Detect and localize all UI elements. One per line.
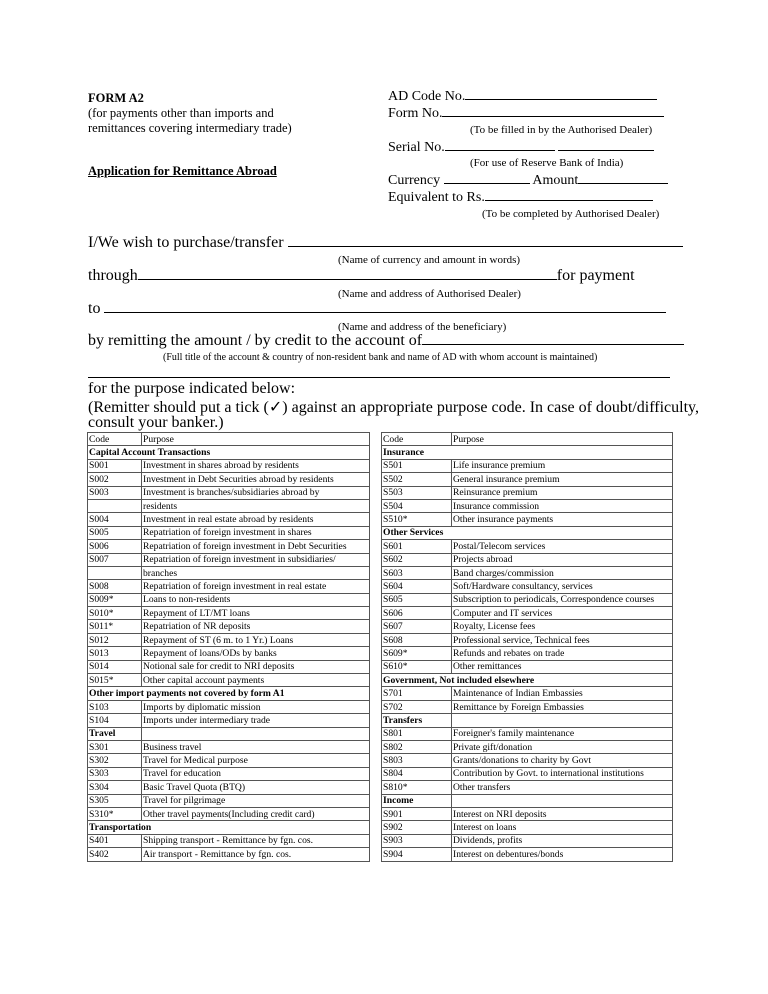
purpose-code: S402 <box>88 848 142 861</box>
note-beneficiary: (Name and address of the beneficiary) <box>338 321 507 333</box>
purpose-table-left <box>87 432 370 862</box>
purpose-description: Investment in shares abroad by residents <box>142 459 370 472</box>
table-row[interactable] <box>88 821 370 834</box>
code-header: Code <box>88 433 142 446</box>
table-row[interactable] <box>382 620 673 633</box>
purpose-description: Foreigner's family maintenance <box>452 727 673 740</box>
purpose-description: Professional service, Technical fees <box>452 633 673 646</box>
purpose-code: S603 <box>382 566 452 579</box>
note-completed-by-dealer: (To be completed by Authorised Dealer) <box>482 208 660 220</box>
purpose-code: S601 <box>382 540 452 553</box>
purpose-description: Maintenance of Indian Embassies <box>452 687 673 700</box>
purpose-description: Other insurance payments <box>452 513 673 526</box>
purpose-code: S011* <box>88 620 142 633</box>
table-row[interactable] <box>382 660 673 673</box>
table-row[interactable] <box>382 473 673 486</box>
amount-label: Amount <box>532 173 579 188</box>
table-row[interactable] <box>382 446 673 459</box>
purpose-code: S904 <box>382 848 452 861</box>
table-row[interactable] <box>88 714 370 727</box>
section-heading: Other import payments not covered by form A1 <box>88 687 370 700</box>
section-heading: Government, Not included elsewhere <box>382 674 673 687</box>
for-payment-label: for payment <box>556 267 635 284</box>
through-label: through <box>88 267 138 284</box>
dealer-line[interactable] <box>88 267 635 285</box>
purpose-description: Projects abroad <box>452 553 673 566</box>
purpose-code: S702 <box>382 700 452 713</box>
table-row[interactable] <box>88 566 370 579</box>
purpose-description: Basic Travel Quota (BTQ) <box>142 781 370 794</box>
account-line-2[interactable] <box>88 365 670 378</box>
purpose-description: General insurance premium <box>452 473 673 486</box>
purpose-description: Reinsurance premium <box>452 486 673 499</box>
serial-no-label: Serial No. <box>388 140 445 155</box>
section-heading: Transfers <box>382 714 452 727</box>
purpose-code: S301 <box>88 740 142 753</box>
table-row[interactable] <box>88 607 370 620</box>
table-row[interactable] <box>88 687 370 700</box>
empty-cell <box>452 794 673 807</box>
purpose-code: S006 <box>88 540 142 553</box>
section-heading: Travel <box>88 727 142 740</box>
purpose-code: S803 <box>382 754 452 767</box>
form-subtitle-2: remittances covering intermediary trade) <box>88 121 292 135</box>
note-currency-words: (Name of currency and amount in words) <box>338 254 521 266</box>
purpose-header: Purpose <box>452 433 673 446</box>
table-row[interactable] <box>382 740 673 753</box>
purpose-description: Interest on loans <box>452 821 673 834</box>
purpose-code: S501 <box>382 459 452 472</box>
purpose-table-right <box>381 432 673 862</box>
table-row[interactable] <box>88 740 370 753</box>
currency-label: Currency <box>388 173 441 188</box>
purpose-description: Repatriation of foreign investment in real estate <box>142 580 370 593</box>
table-row[interactable] <box>382 794 673 807</box>
to-label: to <box>88 300 101 317</box>
purpose-description: Other remittances <box>452 660 673 673</box>
currency-amount-field[interactable] <box>388 173 668 189</box>
purpose-code: S701 <box>382 687 452 700</box>
beneficiary-line[interactable] <box>88 300 666 318</box>
table-row[interactable] <box>382 674 673 687</box>
purpose-code: S804 <box>382 767 452 780</box>
table-row[interactable] <box>382 767 673 780</box>
note-dealer-address: (Name and address of Authorised Dealer) <box>338 288 521 300</box>
table-row[interactable] <box>382 754 673 767</box>
table-row[interactable] <box>382 727 673 740</box>
purpose-code: S604 <box>382 580 452 593</box>
table-row[interactable] <box>88 807 370 820</box>
purpose-description: Interest on NRI deposits <box>452 807 673 820</box>
purpose-description: Investment is branches/subsidiaries abroad by <box>142 486 370 499</box>
table-row[interactable] <box>88 446 370 459</box>
table-row[interactable] <box>382 540 673 553</box>
purpose-code: S903 <box>382 834 452 847</box>
section-heading: Other Services <box>382 526 673 539</box>
table-row[interactable] <box>88 620 370 633</box>
purpose-description: Remittance by Foreign Embassies <box>452 700 673 713</box>
table-row[interactable] <box>382 700 673 713</box>
purpose-description: Grants/donations to charity by Govt <box>452 754 673 767</box>
form-no-field[interactable] <box>388 106 664 122</box>
table-row[interactable] <box>88 848 370 861</box>
form-title: FORM A2 <box>88 91 144 105</box>
purpose-description: Repatriation of foreign investment in Debt Securities <box>142 540 370 553</box>
table-row[interactable] <box>88 660 370 673</box>
table-row[interactable] <box>88 767 370 780</box>
table-row[interactable] <box>382 459 673 472</box>
table-row[interactable] <box>88 794 370 807</box>
table-row[interactable] <box>382 848 673 861</box>
table-row[interactable] <box>88 834 370 847</box>
note-account: (Full title of the account & country of non-resident bank and name of AD with whom account is maintained) <box>163 352 598 363</box>
purpose-code: S503 <box>382 486 452 499</box>
table-row[interactable] <box>382 687 673 700</box>
purpose-code: S014 <box>88 660 142 673</box>
purpose-code: S802 <box>382 740 452 753</box>
table-row[interactable] <box>382 807 673 820</box>
purpose-code: S310* <box>88 807 142 820</box>
section-heading: Capital Account Transactions <box>88 446 370 459</box>
purpose-description: Band charges/commission <box>452 566 673 579</box>
purpose-code: S609* <box>382 647 452 660</box>
purpose-code: S003 <box>88 486 142 499</box>
purpose-code: S605 <box>382 593 452 606</box>
section-heading: Transportation <box>88 821 370 834</box>
purpose-code: S510* <box>382 513 452 526</box>
purpose-code: S005 <box>88 526 142 539</box>
purpose-description: Loans to non-residents <box>142 593 370 606</box>
purpose-code: S502 <box>382 473 452 486</box>
table-row[interactable] <box>382 714 673 727</box>
application-title: Application for Remittance Abroad <box>88 164 277 178</box>
purpose-description: Travel for Medical purpose <box>142 754 370 767</box>
table-row[interactable] <box>88 513 370 526</box>
table-row[interactable] <box>88 526 370 539</box>
currency-amount-line[interactable] <box>88 234 683 252</box>
table-row[interactable] <box>88 754 370 767</box>
purpose-description: Repatriation of NR deposits <box>142 620 370 633</box>
table-row[interactable] <box>88 499 370 512</box>
ad-code-field[interactable] <box>388 89 657 105</box>
purpose-description: Refunds and rebates on trade <box>452 647 673 660</box>
purpose-code: S303 <box>88 767 142 780</box>
purpose-description: Dividends, profits <box>452 834 673 847</box>
purpose-code <box>88 499 142 512</box>
purpose-code: S304 <box>88 781 142 794</box>
purpose-description: Imports under intermediary trade <box>142 714 370 727</box>
table-row[interactable] <box>88 459 370 472</box>
form-no-label: Form No. <box>388 106 443 121</box>
account-label: by remitting the amount / by credit to the account of <box>88 332 423 349</box>
code-header: Code <box>382 433 452 446</box>
note-authorised-dealer: (To be filled in by the Authorised Dealer) <box>470 124 653 136</box>
table-row[interactable] <box>382 834 673 847</box>
equivalent-label: Equivalent to Rs. <box>388 190 485 205</box>
purpose-code: S504 <box>382 499 452 512</box>
table-row[interactable] <box>382 553 673 566</box>
purpose-description: branches <box>142 566 370 579</box>
account-line[interactable] <box>88 332 684 350</box>
section-heading: Income <box>382 794 452 807</box>
purpose-code: S606 <box>382 607 452 620</box>
table-row[interactable] <box>382 486 673 499</box>
purpose-description: Repatriation of foreign investment in subsidiaries/ <box>142 553 370 566</box>
empty-cell <box>452 714 673 727</box>
table-row[interactable] <box>88 580 370 593</box>
purpose-code: S602 <box>382 553 452 566</box>
tick-instruction: (Remitter should put a tick (✓) against an appropriate purpose code. In case of doubt/difficulty, <box>88 399 700 416</box>
purpose-code: S607 <box>382 620 452 633</box>
table-row[interactable] <box>382 526 673 539</box>
table-row[interactable] <box>88 674 370 687</box>
purpose-code: S012 <box>88 633 142 646</box>
table-row[interactable] <box>88 700 370 713</box>
table-row[interactable] <box>88 781 370 794</box>
purpose-code: S010* <box>88 607 142 620</box>
purpose-code: S305 <box>88 794 142 807</box>
table-row[interactable] <box>382 433 673 446</box>
purpose-description: Life insurance premium <box>452 459 673 472</box>
table-row[interactable] <box>382 499 673 512</box>
table-row[interactable] <box>382 647 673 660</box>
purpose-description: Other transfers <box>452 781 673 794</box>
purpose-description: Investment in real estate abroad by residents <box>142 513 370 526</box>
purpose-code: S810* <box>382 781 452 794</box>
purpose-code: S008 <box>88 580 142 593</box>
table-row[interactable] <box>382 633 673 646</box>
table-row[interactable] <box>382 781 673 794</box>
table-row[interactable] <box>382 566 673 579</box>
table-row[interactable] <box>382 593 673 606</box>
purpose-code: S013 <box>88 647 142 660</box>
purpose-code: S015* <box>88 674 142 687</box>
note-rbi: (For use of Reserve Bank of India) <box>470 157 624 169</box>
purpose-description: Interest on debentures/bonds <box>452 848 673 861</box>
purpose-description: Shipping transport - Remittance by fgn. cos. <box>142 834 370 847</box>
purpose-description: Notional sale for credit to NRI deposits <box>142 660 370 673</box>
consult-banker: consult your banker.) <box>88 414 224 431</box>
purpose-description: Private gift/donation <box>452 740 673 753</box>
purpose-description: Computer and IT services <box>452 607 673 620</box>
purpose-description: Investment in Debt Securities abroad by residents <box>142 473 370 486</box>
purpose-description: Travel for pilgrimage <box>142 794 370 807</box>
purpose-code: S103 <box>88 700 142 713</box>
form-subtitle-1: (for payments other than imports and <box>88 106 274 120</box>
purpose-code: S901 <box>382 807 452 820</box>
table-row[interactable] <box>382 607 673 620</box>
purpose-code: S002 <box>88 473 142 486</box>
purpose-code: S009* <box>88 593 142 606</box>
purpose-code <box>88 566 142 579</box>
empty-cell <box>142 727 370 740</box>
purpose-code: S801 <box>382 727 452 740</box>
purpose-description: Repayment of LT/MT loans <box>142 607 370 620</box>
purpose-intro: for the purpose indicated below: <box>88 380 296 397</box>
table-row[interactable] <box>88 433 370 446</box>
table-row[interactable] <box>88 647 370 660</box>
purpose-description: Business travel <box>142 740 370 753</box>
serial-no-field[interactable] <box>388 140 654 156</box>
purpose-description: Repayment of ST (6 m. to 1 Yr.) Loans <box>142 633 370 646</box>
purpose-description: Repayment of loans/ODs by banks <box>142 647 370 660</box>
purpose-code: S302 <box>88 754 142 767</box>
purpose-description: Contribution by Govt. to international institutions <box>452 767 673 780</box>
table-row[interactable] <box>88 473 370 486</box>
purpose-description: Travel for education <box>142 767 370 780</box>
purpose-header: Purpose <box>142 433 370 446</box>
table-row[interactable] <box>88 727 370 740</box>
table-row[interactable] <box>382 821 673 834</box>
purpose-description: Air transport - Remittance by fgn. cos. <box>142 848 370 861</box>
table-row[interactable] <box>88 540 370 553</box>
table-row[interactable] <box>88 553 370 566</box>
purpose-code: S608 <box>382 633 452 646</box>
purpose-description: Other capital account payments <box>142 674 370 687</box>
purpose-code: S401 <box>88 834 142 847</box>
purpose-code: S902 <box>382 821 452 834</box>
purpose-code: S007 <box>88 553 142 566</box>
ad-code-label: AD Code No. <box>388 89 466 104</box>
purchase-transfer-label: I/We wish to purchase/transfer <box>88 234 284 251</box>
table-row[interactable] <box>382 513 673 526</box>
purpose-description: Other travel payments(Including credit card) <box>142 807 370 820</box>
purpose-description: Subscription to periodicals, Correspondence courses <box>452 593 673 606</box>
purpose-description: Soft/Hardware consultancy, services <box>452 580 673 593</box>
purpose-code: S001 <box>88 459 142 472</box>
purpose-description: Imports by diplomatic mission <box>142 700 370 713</box>
purpose-code: S004 <box>88 513 142 526</box>
table-row[interactable] <box>382 580 673 593</box>
equivalent-rs-field[interactable] <box>388 190 653 206</box>
table-row[interactable] <box>88 593 370 606</box>
table-row[interactable] <box>88 486 370 499</box>
section-heading: Insurance <box>382 446 673 459</box>
purpose-description: Postal/Telecom services <box>452 540 673 553</box>
purpose-code: S610* <box>382 660 452 673</box>
purpose-description: residents <box>142 499 370 512</box>
purpose-code: S104 <box>88 714 142 727</box>
purpose-description: Repatriation of foreign investment in shares <box>142 526 370 539</box>
table-row[interactable] <box>88 633 370 646</box>
purpose-description: Royalty, License fees <box>452 620 673 633</box>
purpose-description: Insurance commission <box>452 499 673 512</box>
